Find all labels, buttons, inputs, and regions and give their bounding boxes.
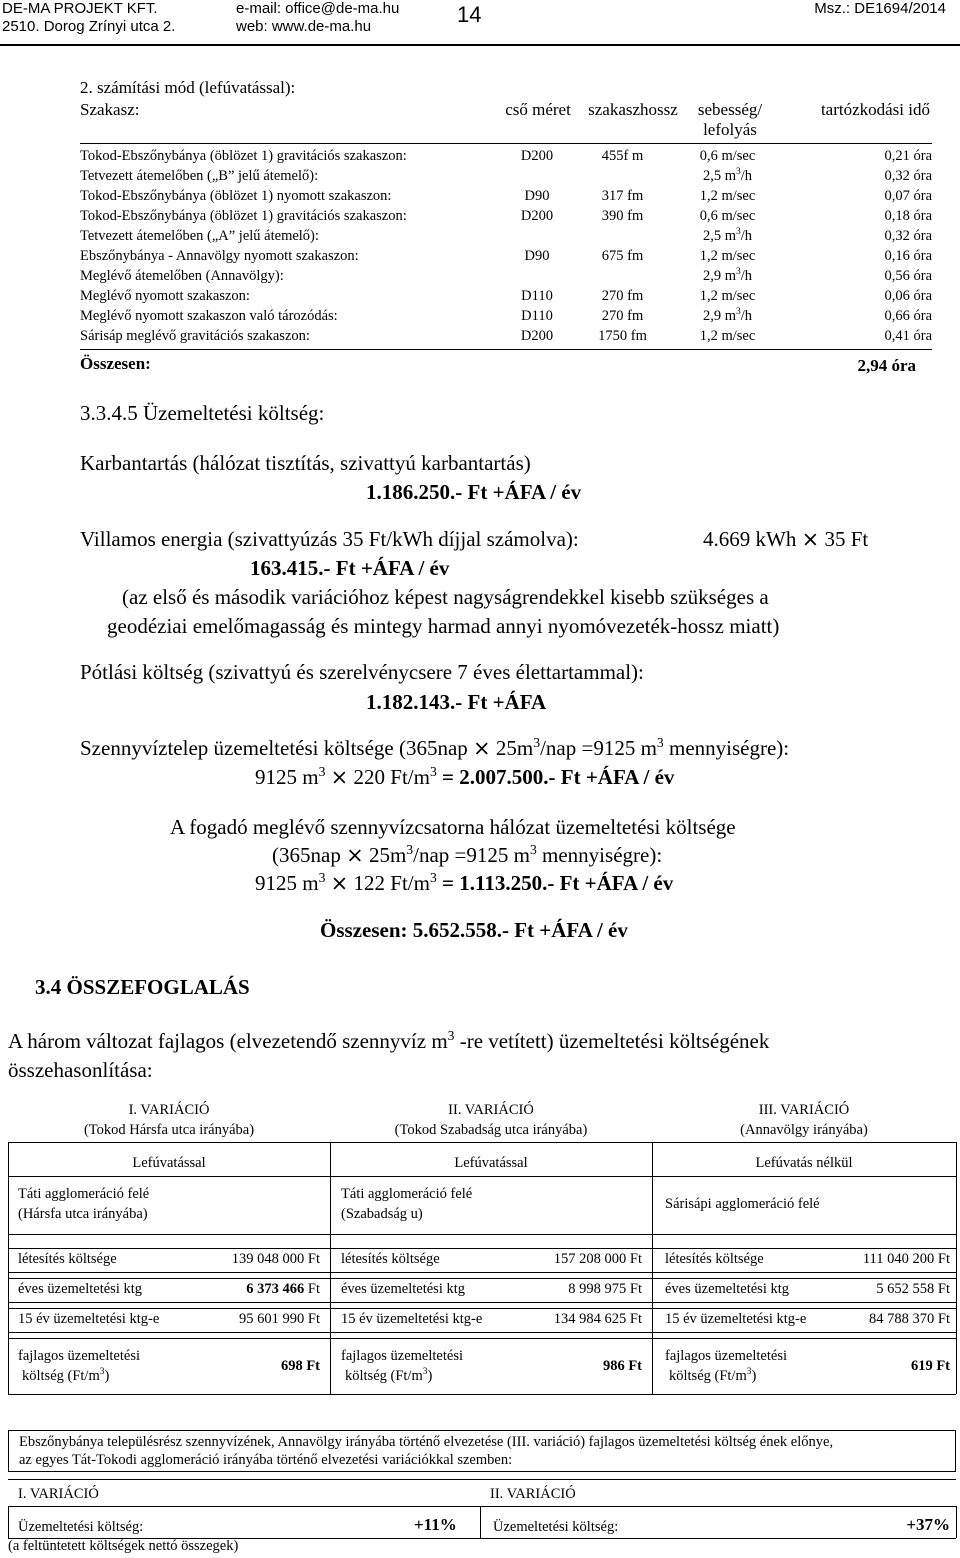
row-time: 0,18 óra	[884, 208, 932, 224]
multiply-icon: ⨯	[801, 527, 820, 551]
method-title: 2. számítási mód (lefúvatással):	[80, 78, 296, 97]
variant-1-spec-label2: költség $(Ft/m^3)$	[22, 1367, 110, 1384]
variant-2-spec: 986 Ft	[602, 1358, 642, 1374]
row-pipe: D200	[520, 208, 554, 224]
table-row	[80, 248, 932, 268]
advantage-note-line2: az egyes Tát-Tokodi agglomeráció irányába történő elvezetési variációkkal szemben:	[19, 1452, 513, 1468]
row-pipe: D90	[524, 188, 550, 204]
row-length: 317 fm	[601, 188, 644, 204]
variant-1-op15-label: 15 év üzemeltetési ktg-e	[18, 1311, 160, 1327]
energy-note-line2: geodéziai emelőmagasság és mintegy harmad annyi nyomóvezeték-hossz miatt)	[107, 614, 780, 638]
col-header-section: Szakasz:	[80, 100, 140, 119]
variant-2-mode: Lefúvatással	[454, 1155, 528, 1171]
plant-cost-line1: Szennyvíztelep üzemeltetési költsége (365nap ⨯ $25m^3$/nap =9125 $m^3$ mennyiségre):	[80, 735, 790, 760]
table-row	[80, 208, 932, 228]
network-cost-line1: A fogadó meglévő szennyvízcsatorna hálózat üzemeltetési költsége	[170, 815, 736, 839]
plant-cost-value: = 2.007.500.- Ft +ÁFA / év	[442, 765, 675, 789]
variant-1-dest-line2: (Hársfa utca irányába)	[18, 1206, 148, 1222]
variant-2-dest-line1: Táti agglomeráció felé	[341, 1186, 473, 1202]
cmp-label-1: Üzemeltetési költség:	[18, 1519, 144, 1535]
residence-time-table	[80, 100, 932, 400]
variant-3-op-label: éves üzemeltetési ktg	[665, 1281, 790, 1297]
variant-2-op15-label: 15 év üzemeltetési ktg-e	[341, 1311, 483, 1327]
row-time: 0,66 óra	[884, 308, 932, 324]
total-value: 2,94 óra	[857, 356, 916, 375]
row-length: 455f m	[601, 148, 644, 164]
variant-3-spec-label2: költség $(Ft/m^3)$	[669, 1367, 757, 1384]
row-speed: 2,9 $m^3/h$	[702, 307, 752, 324]
cmp-percent-2: +37%	[906, 1515, 950, 1534]
row-speed: 2,5 $m^3/h$	[702, 227, 752, 244]
page-number: 14	[457, 2, 482, 27]
variant-2-dest-line2: (Szabadság u)	[341, 1206, 423, 1222]
row-speed: 2,5 $m^3/h$	[702, 167, 752, 184]
variant-1-mode: Lefúvatással	[132, 1155, 206, 1171]
row-section: Tetvezett átemelőben („B” jelű átemelő):	[80, 168, 319, 184]
row-speed: 0,6 m/sec	[699, 148, 756, 164]
energy-label: Villamos energia (szivattyúzás 35 Ft/kWh díjjal számolva):	[80, 527, 579, 551]
variant-1-build: 139 048 000 Ft	[231, 1251, 320, 1267]
variant-3-op15: 84 788 370 Ft	[869, 1311, 950, 1327]
row-time: 0,32 óra	[884, 168, 932, 184]
costs-heading: 3.3.4.5 Üzemeltetési költség:	[80, 401, 325, 425]
variant-1-op-label: éves üzemeltetési ktg	[18, 1281, 143, 1297]
variant-2-op: 8 998 975 Ft	[568, 1281, 642, 1297]
variant-3-spec: 619 Ft	[910, 1358, 950, 1374]
row-pipe: D90	[524, 248, 550, 264]
variant-2-sub: (Tokod Szabadság utca irányába)	[394, 1122, 588, 1138]
summary-intro-line1: A három változat fajlagos (elvezetendő szennyvíz $m^3$ -re vetített) üzemeltetési költségének	[8, 1028, 770, 1053]
cmp-variant-1: I. VARIÁCIÓ	[18, 1486, 99, 1502]
cmp-percent-1: +11%	[414, 1515, 457, 1534]
energy-value: 163.415.- Ft +ÁFA / év	[250, 556, 450, 580]
row-section: Tetvezett átemelőben („A” jelű átemelő):	[80, 228, 319, 244]
row-length: 270 fm	[601, 288, 644, 304]
row-speed: 1,2 m/sec	[699, 248, 756, 264]
company-email: e-mail: office@de-ma.hu	[236, 0, 400, 17]
table-row	[80, 228, 932, 248]
row-time: 0,32 óra	[884, 228, 932, 244]
variant-3-build-label: létesítés költsége	[665, 1251, 764, 1267]
multiply-icon: ⨯	[330, 871, 349, 895]
multiply-icon: ⨯	[473, 736, 491, 760]
table-row	[80, 168, 932, 188]
row-pipe: D110	[521, 308, 553, 324]
table-total-rule	[80, 349, 932, 350]
table-header-rule	[80, 143, 932, 144]
table-row	[80, 148, 932, 168]
variant-3-op: 5 652 558 Ft	[876, 1281, 950, 1297]
variant-1-sub: (Tokod Hársfa utca irányába)	[83, 1122, 255, 1138]
multiply-icon: ⨯	[330, 765, 349, 789]
col-header-pipe: cső méret	[505, 100, 571, 119]
row-pipe: D110	[521, 288, 553, 304]
company-address: 2510. Dorog Zrínyi utca 2.	[2, 18, 176, 35]
variant-2-build: 157 208 000 Ft	[553, 1251, 642, 1267]
table-row	[80, 268, 932, 288]
variant-3-spec-label1: fajlagos üzemeltetési	[665, 1348, 787, 1364]
row-time: 0,41 óra	[884, 328, 932, 344]
variant-3-dest: Sárisápi agglomeráció felé	[665, 1196, 820, 1212]
document-ref: Msz.: DE1694/2014	[814, 0, 946, 17]
variant-3-mode: Lefúvatás nélkül	[755, 1155, 853, 1171]
energy-calc	[703, 527, 868, 552]
row-time: 0,07 óra	[884, 188, 932, 204]
maintenance-value: 1.186.250.- Ft +ÁFA / év	[366, 480, 582, 504]
variant-2-spec-label1: fajlagos üzemeltetési	[341, 1348, 463, 1364]
col-header-length: szakaszhossz	[588, 100, 678, 119]
variant-1-build-label: létesítés költsége	[18, 1251, 117, 1267]
variant-comparison-table	[8, 1100, 956, 1400]
row-section: Meglévő nyomott szakaszon:	[80, 288, 250, 304]
energy-kwh: 4.669 kWh	[703, 527, 797, 551]
network-cost-line2: (365nap ⨯ $25m^3$/nap =9125 $m^3$ mennyiségre):	[272, 842, 663, 867]
variant-2-title: II. VARIÁCIÓ	[448, 1102, 534, 1118]
row-length: 1750 fm	[598, 328, 647, 344]
table-row	[80, 308, 932, 328]
variant-1-spec: 698 Ft	[280, 1358, 320, 1374]
row-speed: 1,2 m/sec	[699, 188, 756, 204]
row-section: Meglévő nyomott szakaszon való tározódás:	[80, 308, 338, 324]
table-row	[80, 188, 932, 208]
row-section: Tokod-Ebszőnybánya (öblözet 1) gravitációs szakaszon:	[80, 208, 407, 224]
row-section: Sárisáp meglévő gravitációs szakaszon:	[80, 328, 310, 344]
variant-1-title: I. VARIÁCIÓ	[128, 1102, 210, 1118]
company-name: DE-MA PROJEKT KFT.	[2, 0, 158, 17]
row-speed: 1,2 m/sec	[699, 328, 756, 344]
variant-1-op15: 95 601 990 Ft	[239, 1311, 320, 1327]
variant-2-op15: 134 984 625 Ft	[553, 1311, 642, 1327]
variant-1-dest-line1: Táti agglomeráció felé	[18, 1186, 150, 1202]
row-section: Tokod-Ebszőnybánya (öblözet 1) gravitációs szakaszon:	[80, 148, 407, 164]
variant-3-op15-label: 15 év üzemeltetési ktg-e	[665, 1311, 807, 1327]
header-rule	[0, 44, 960, 46]
row-pipe: D200	[520, 148, 554, 164]
col-header-time: tartózkodási idő	[820, 100, 930, 119]
variant-2-build-label: létesítés költsége	[341, 1251, 440, 1267]
row-length: 675 fm	[601, 248, 644, 264]
row-length: 390 fm	[601, 208, 644, 224]
table-row	[80, 288, 932, 308]
row-pipe: D200	[520, 328, 554, 344]
advantage-note-box	[8, 1430, 956, 1472]
variant-3-sub: (Annavölgy irányába)	[740, 1122, 868, 1138]
variant-1-op: 6 373 466 Ft	[246, 1281, 320, 1297]
replacement-value: 1.182.143.- Ft +ÁFA	[366, 690, 547, 714]
variant-3-title: III. VARIÁCIÓ	[758, 1102, 850, 1118]
cmp-label-2: Üzemeltetési költség:	[493, 1519, 619, 1535]
row-time: 0,56 óra	[884, 268, 932, 284]
row-length: 270 fm	[601, 308, 644, 324]
summary-intro-line2: összehasonlítása:	[8, 1058, 153, 1082]
total-label: Összesen:	[80, 354, 151, 373]
multiply-icon: ⨯	[346, 843, 364, 867]
row-time: 0,16 óra	[884, 248, 932, 264]
advantage-note-line1: Ebszőnybánya településrész szennyvízének, Annavölgy irányába történő elvezetése (III. variáció) fajlagos üzemeltetési költség ének előnye,	[19, 1434, 834, 1450]
costs-total: Összesen: 5.652.558.- Ft +ÁFA / év	[320, 918, 628, 942]
table-row	[80, 328, 932, 348]
maintenance-label: Karbantartás (hálózat tisztítás, szivattyú karbantartás)	[80, 451, 531, 475]
variant-2-op-label: éves üzemeltetési ktg	[341, 1281, 466, 1297]
row-section: Ebszőnybánya - Annavölgy nyomott szakaszon:	[80, 248, 359, 264]
row-section: Tokod-Ebszőnybánya (öblözet 1) nyomott szakaszon:	[80, 188, 392, 204]
network-cost-value: = 1.113.250.- Ft +ÁFA / év	[442, 871, 674, 895]
row-section: Meglévő átemelőben (Annavölgy):	[80, 268, 284, 284]
cmp-variant-2: II. VARIÁCIÓ	[490, 1486, 576, 1502]
footnote: (a feltüntetett költségek nettó összegek)	[8, 1538, 239, 1554]
network-cost-line3: 9125 $m^3$ ⨯ 122 $Ft/m^3 = 1.113.250.-$ Ft +ÁFA / év	[255, 870, 674, 895]
row-speed: 1,2 m/sec	[699, 288, 756, 304]
variant-3-build: 111 040 200 Ft	[862, 1251, 950, 1267]
col-header-flow: lefolyás	[703, 120, 757, 139]
col-header-speed: sebesség/	[697, 100, 763, 119]
row-time: 0,06 óra	[884, 288, 932, 304]
replacement-label: Pótlási költség (szivattyú és szerelvénycsere 7 éves élettartammal):	[80, 660, 644, 684]
variant-2-spec-label2: költség $(Ft/m^3)$	[345, 1367, 433, 1384]
energy-note-line1: (az első és második variációhoz képest nagyságrendekkel kisebb szükséges a	[122, 585, 769, 609]
energy-rate: 35 Ft	[824, 527, 869, 551]
company-web: web: www.de-ma.hu	[236, 18, 372, 35]
variant-1-spec-label1: fajlagos üzemeltetési	[18, 1348, 140, 1364]
row-time: 0,21 óra	[884, 148, 932, 164]
summary-heading: 3.4 ÖSSZEFOGLALÁS	[35, 975, 250, 999]
row-speed: 0,6 m/sec	[699, 208, 756, 224]
row-speed: 2,9 $m^3/h$	[702, 267, 752, 284]
plant-cost-line2: 9125 $m^3$ ⨯ 220 $Ft/m^3 = 2.007.500.-$ Ft +ÁFA / év	[255, 764, 675, 789]
